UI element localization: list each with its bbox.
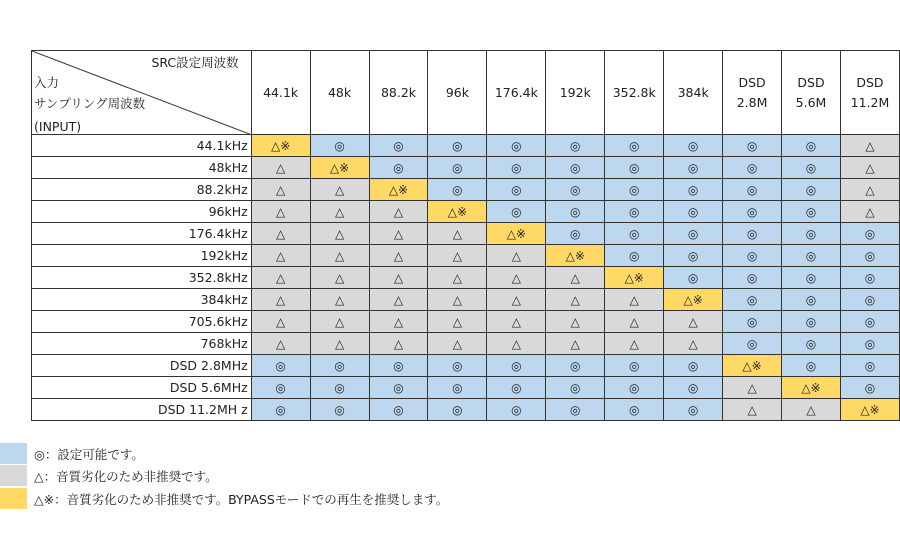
table-cell: ◎ [369,355,428,377]
table-cell: △ [369,267,428,289]
table-row [32,223,900,245]
table-cell: ◎ [546,135,605,157]
column-header-text: 44.1k [263,84,299,100]
table-cell: ◎ [782,267,841,289]
corner-input-label: 入力 [34,75,60,90]
column-header [487,51,546,135]
table-cell: ◎ [369,377,428,399]
table-cell: ◎ [723,311,782,333]
column-header-text: 88.2k [380,84,417,100]
table-cell: ◎ [664,377,723,399]
column-header [840,51,899,135]
table-cell: △ [310,245,369,267]
row-header: 768kHz [32,333,252,355]
table-cell: ◎ [782,245,841,267]
column-header-text: 384k [677,84,709,100]
table-cell: ◎ [546,355,605,377]
row-header: DSD 2.8MHz [32,355,252,377]
table-cell: △ [310,201,369,223]
table-cell: ◎ [664,267,723,289]
table-cell: ◎ [664,179,723,201]
table-row [32,179,900,201]
table-cell: △ [251,157,310,179]
table-cell: △ [723,377,782,399]
table-cell: ◎ [487,157,546,179]
table-cell: ◎ [782,355,841,377]
table-cell: △ [310,333,369,355]
table-cell: △※ [605,267,664,289]
row-header: 48kHz [32,157,252,179]
table-cell: △ [840,179,899,201]
table-cell: △ [251,289,310,311]
table-cell: ◎ [428,179,487,201]
table-cell: ◎ [428,399,487,421]
table-cell: ◎ [782,289,841,311]
table-cell: △ [369,201,428,223]
table-cell: ◎ [840,311,899,333]
table-cell: △ [310,179,369,201]
column-header-text: 176.4k [494,84,538,100]
table-cell: ◎ [723,179,782,201]
table-cell: △ [605,289,664,311]
table-row [32,135,900,157]
column-header-text: 2.8M [736,94,768,110]
table-cell: △ [369,223,428,245]
table-cell: ◎ [605,355,664,377]
column-header-text: 192k [559,84,591,100]
table-cell: ◎ [487,201,546,223]
column-header [251,51,310,135]
column-header-text: 352.8k [612,84,656,100]
table-cell: ◎ [723,245,782,267]
table-cell: ◎ [605,179,664,201]
corner-input-paren-label: (INPUT) [34,119,82,134]
table-cell: △ [487,267,546,289]
table-cell: ◎ [723,157,782,179]
table-cell: △ [428,245,487,267]
column-header [664,51,723,135]
table-cell: ◎ [310,377,369,399]
table-cell: △※ [664,289,723,311]
table-cell: ◎ [310,399,369,421]
table-cell: ◎ [605,377,664,399]
table-cell: △ [251,223,310,245]
row-header: 96kHz [32,201,252,223]
row-header: 352.8kHz [32,267,252,289]
table-cell: ◎ [546,223,605,245]
table-cell: ◎ [369,157,428,179]
table-cell: △※ [251,135,310,157]
table-cell: ◎ [664,245,723,267]
table-cell: ◎ [605,245,664,267]
table-cell: △ [605,311,664,333]
table-cell: △ [487,289,546,311]
row-header: 384kHz [32,289,252,311]
table-row [32,355,900,377]
table-cell: △ [251,179,310,201]
table-cell: ◎ [782,157,841,179]
table-cell: ◎ [487,179,546,201]
table-cell: ◎ [546,179,605,201]
table-cell: △※ [546,245,605,267]
table-cell: ◎ [840,333,899,355]
table-cell: ◎ [664,157,723,179]
table-cell: ◎ [310,135,369,157]
table-cell: ◎ [369,135,428,157]
table-cell: ◎ [251,355,310,377]
table-cell: △ [428,333,487,355]
table-cell: ◎ [487,399,546,421]
table-cell: ◎ [428,355,487,377]
table-cell: ◎ [605,157,664,179]
table-cell: ◎ [251,399,310,421]
row-header: 176.4kHz [32,223,252,245]
table-cell: △ [782,399,841,421]
column-header-text: 11.2M [850,94,890,110]
table-cell: ◎ [487,135,546,157]
table-cell: △※ [310,157,369,179]
table-cell: △※ [428,201,487,223]
table-cell: △ [546,267,605,289]
row-header: 88.2kHz [32,179,252,201]
table-cell: △ [487,311,546,333]
table-cell: △ [664,333,723,355]
table-cell: ◎ [664,201,723,223]
table-cell: ◎ [546,157,605,179]
table-cell: △ [840,135,899,157]
table-cell: △ [546,333,605,355]
column-header-text: DSD [797,74,825,90]
column-header [546,51,605,135]
table-cell: △ [605,333,664,355]
table-cell: ◎ [664,223,723,245]
table-cell: ◎ [546,377,605,399]
column-header-text: 48k [327,84,352,100]
table-cell: ◎ [723,201,782,223]
table-cell: ◎ [428,135,487,157]
table-cell: ◎ [664,399,723,421]
table-cell: △※ [723,355,782,377]
table-cell: ◎ [487,355,546,377]
table-cell: ◎ [369,399,428,421]
table-cell: △ [428,267,487,289]
table-cell: △ [251,311,310,333]
legend-swatch-gray [0,465,27,486]
table-cell: ◎ [782,201,841,223]
row-header: 44.1kHz [32,135,252,157]
table-cell: ◎ [664,135,723,157]
table-cell: △※ [487,223,546,245]
table-cell: △ [840,201,899,223]
legend-text: ◎：設定可能です。 [34,447,144,462]
table-cell: △ [546,311,605,333]
header-row [32,51,900,135]
table-cell: ◎ [782,179,841,201]
table-cell: △ [310,267,369,289]
column-header [369,51,428,135]
table-cell: ◎ [605,399,664,421]
table-cell: ◎ [840,267,899,289]
column-header-text: 5.6M [795,94,827,110]
corner-header-cell [32,51,252,135]
table-cell: ◎ [546,201,605,223]
table-cell: △ [487,245,546,267]
table-cell: ◎ [782,333,841,355]
table-cell: △ [251,267,310,289]
table-row [32,399,900,421]
table-cell: △ [251,201,310,223]
table-row [32,289,900,311]
table-cell: ◎ [605,201,664,223]
table-cell: △※ [840,399,899,421]
table-cell: △ [310,311,369,333]
table-cell: ◎ [723,333,782,355]
table-cell: △ [310,289,369,311]
row-header: 192kHz [32,245,252,267]
table-cell: ◎ [782,223,841,245]
legend-text: △※：音質劣化のため非推奨です。BYPASSモードでの再生を推奨します。 [34,492,449,507]
table-cell: △ [369,289,428,311]
table-cell: △ [428,311,487,333]
table-cell: △ [664,311,723,333]
table-row [32,311,900,333]
table-row [32,201,900,223]
table-cell: △ [546,289,605,311]
table-cell: △ [428,289,487,311]
corner-sampling-label: サンプリング周波数 [34,96,146,111]
row-header: 705.6kHz [32,311,252,333]
table-cell: △ [840,157,899,179]
table-cell: △ [369,311,428,333]
column-header [605,51,664,135]
table-cell: △ [723,399,782,421]
row-header: DSD 5.6MHz [32,377,252,399]
table-cell: △ [428,223,487,245]
table-cell: ◎ [840,245,899,267]
table-cell: △ [487,333,546,355]
table-cell: ◎ [428,377,487,399]
table-body [32,135,900,421]
table-cell: △ [251,245,310,267]
table-cell: ◎ [487,377,546,399]
table-cell: ◎ [251,377,310,399]
column-header-text: DSD [738,74,766,90]
table-cell: ◎ [723,267,782,289]
table-cell: △ [369,245,428,267]
legend-swatch-yellow [0,488,27,509]
column-header-text: 96k [445,84,469,100]
table-row [32,333,900,355]
table-cell: ◎ [310,355,369,377]
table-cell: △ [310,223,369,245]
table-cell: ◎ [840,377,899,399]
table-cell: ◎ [723,135,782,157]
table-cell: ◎ [840,223,899,245]
table-cell: ◎ [664,355,723,377]
table-cell: ◎ [723,289,782,311]
table-cell: △※ [782,377,841,399]
legend-swatch-blue [0,443,27,464]
table-cell: ◎ [840,289,899,311]
table-cell: ◎ [782,311,841,333]
table-row [32,267,900,289]
src-compatibility-table [31,50,900,421]
column-header-text: DSD [856,74,884,90]
row-header: DSD 11.2MH z [32,399,252,421]
column-header [310,51,369,135]
table-cell: ◎ [546,399,605,421]
table-cell: ◎ [782,135,841,157]
table-row [32,157,900,179]
corner-src-label: SRC設定周波数 [151,55,239,70]
table-cell: ◎ [605,223,664,245]
column-header [723,51,782,135]
table-cell: ◎ [428,157,487,179]
table-cell: △※ [369,179,428,201]
table-row [32,245,900,267]
table-cell: ◎ [723,223,782,245]
table-cell: △ [369,333,428,355]
table-cell: △ [251,333,310,355]
table-cell: ◎ [605,135,664,157]
legend-text: △：音質劣化のため非推奨です。 [34,469,218,484]
table-cell: ◎ [840,355,899,377]
column-header [428,51,487,135]
column-header [782,51,841,135]
table-row [32,377,900,399]
